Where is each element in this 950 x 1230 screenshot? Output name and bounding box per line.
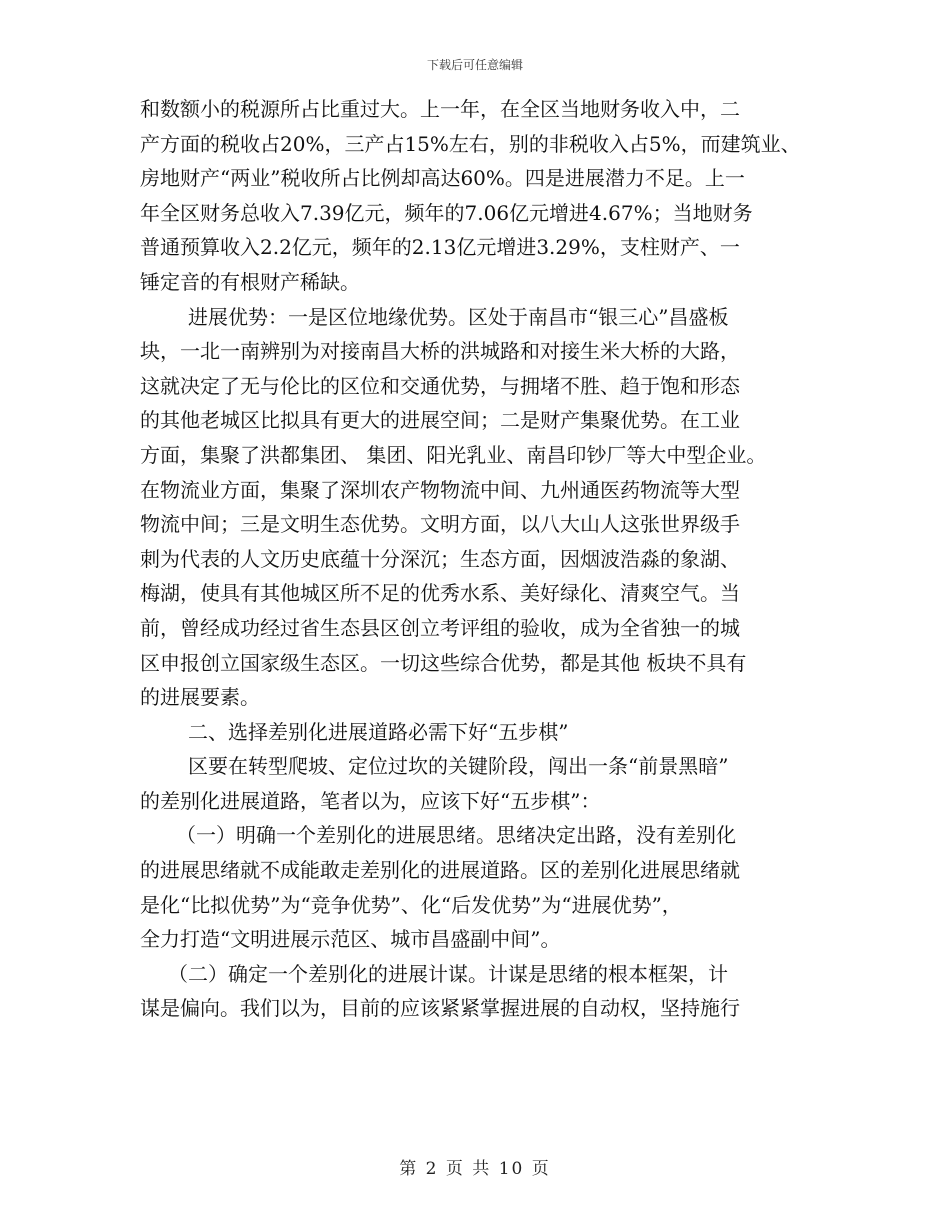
text-line: 锤定音的有根财产稀缺。 — [140, 269, 360, 294]
page-header: 下载后可任意编辑 — [426, 58, 523, 72]
text-line: 和数额小的税源所占比重过大。上一年，在全区当地财务收入中，二 — [140, 97, 740, 121]
paragraph-start-line: 进展优势：一是区位地缘优势。区处于南昌市“银三心”昌盛板 — [188, 304, 729, 329]
text-line: 区申报创立国家级生态区。一切这些综合优势，都是其他 板块不具有 — [140, 650, 747, 675]
text-line: 物流中间；三是文明生态优势。文明方面，以八大山人这张世界级手 — [140, 512, 740, 537]
document-body — [140, 92, 820, 1026]
text-line: 刺为代表的人文历史底蕴十分深沉；生态方面，因烟波浩淼的象湖、 — [140, 546, 740, 571]
text-line: 是化“比拟优势”为“竞争优势”、化“后发优势”为“进展优势”， — [140, 892, 682, 917]
text-line: 谋是偏向。我们以为，目前的应该紧紧掌握进展的自动权，坚持施行 — [140, 996, 740, 1021]
text-line: 普通预算收入2.2亿元，频年的2.13亿元增进3.29%，支柱财产、一 — [140, 235, 740, 260]
text-line: 的进展要素。 — [140, 685, 260, 710]
text-line: 前，曾经成功经过省生态县区创立考评组的验收，成为全省独一的城 — [140, 615, 740, 640]
text-line: 全力打造“文明进展示范区、城市昌盛副中间”。 — [140, 927, 561, 952]
text-line: 房地财产“两业”税收所占比例却高达60%。四是进展潜力不足。上一 — [140, 166, 745, 191]
text-line: 的其他老城区比拟具有更大的进展空间；二是财产集聚优势。在工业 — [140, 408, 740, 433]
text-line: 梅湖，使具有其他城区所不足的优秀水系、美好绿化、清爽空气。当 — [140, 581, 740, 606]
paragraph-start-line: 区要在转型爬坡、定位过坎的关键阶段，闯出一条“前景黑暗” — [188, 754, 729, 779]
text-line: 的进展思绪就不成能敢走差别化的进展道路。区的差别化进展思绪就 — [140, 858, 740, 883]
paragraph-start-line: （二）确定一个差别化的进展计谋。计谋是思绪的根本框架，计 — [168, 961, 728, 986]
text-line: 产方面的税收占20%，三产占15%左右，别的非税收入占5%，而建筑业、 — [140, 131, 801, 156]
text-line: 这就决定了无与伦比的区位和交通优势，与拥堵不胜、趋于饱和形态 — [140, 373, 740, 398]
section-heading: 二、选择差别化进展道路必需下好“五步棋” — [188, 719, 569, 744]
page-number: 第 2 页 共 10 页 — [399, 1159, 551, 1179]
text-line: 方面，集聚了洪都集团、 集团、阳光乳业、南昌印钞厂等大中型企业。 — [140, 442, 767, 467]
paragraph-start-line: （一）明确一个差别化的进展思绪。思绪决定出路，没有差别化 — [176, 823, 736, 848]
text-line: 块，一北一南辨别为对接南昌大桥的洪城路和对接生米大桥的大路， — [140, 339, 740, 364]
text-line: 的差别化进展道路，笔者以为，应该下好“五步棋”： — [140, 788, 601, 813]
text-line: 年全区财务总收入7.39亿元，频年的7.06亿元增进4.67%；当地财务 — [140, 200, 753, 225]
text-line: 在物流业方面，集聚了深圳农产物物流中间、九州通医药物流等大型 — [140, 477, 740, 502]
